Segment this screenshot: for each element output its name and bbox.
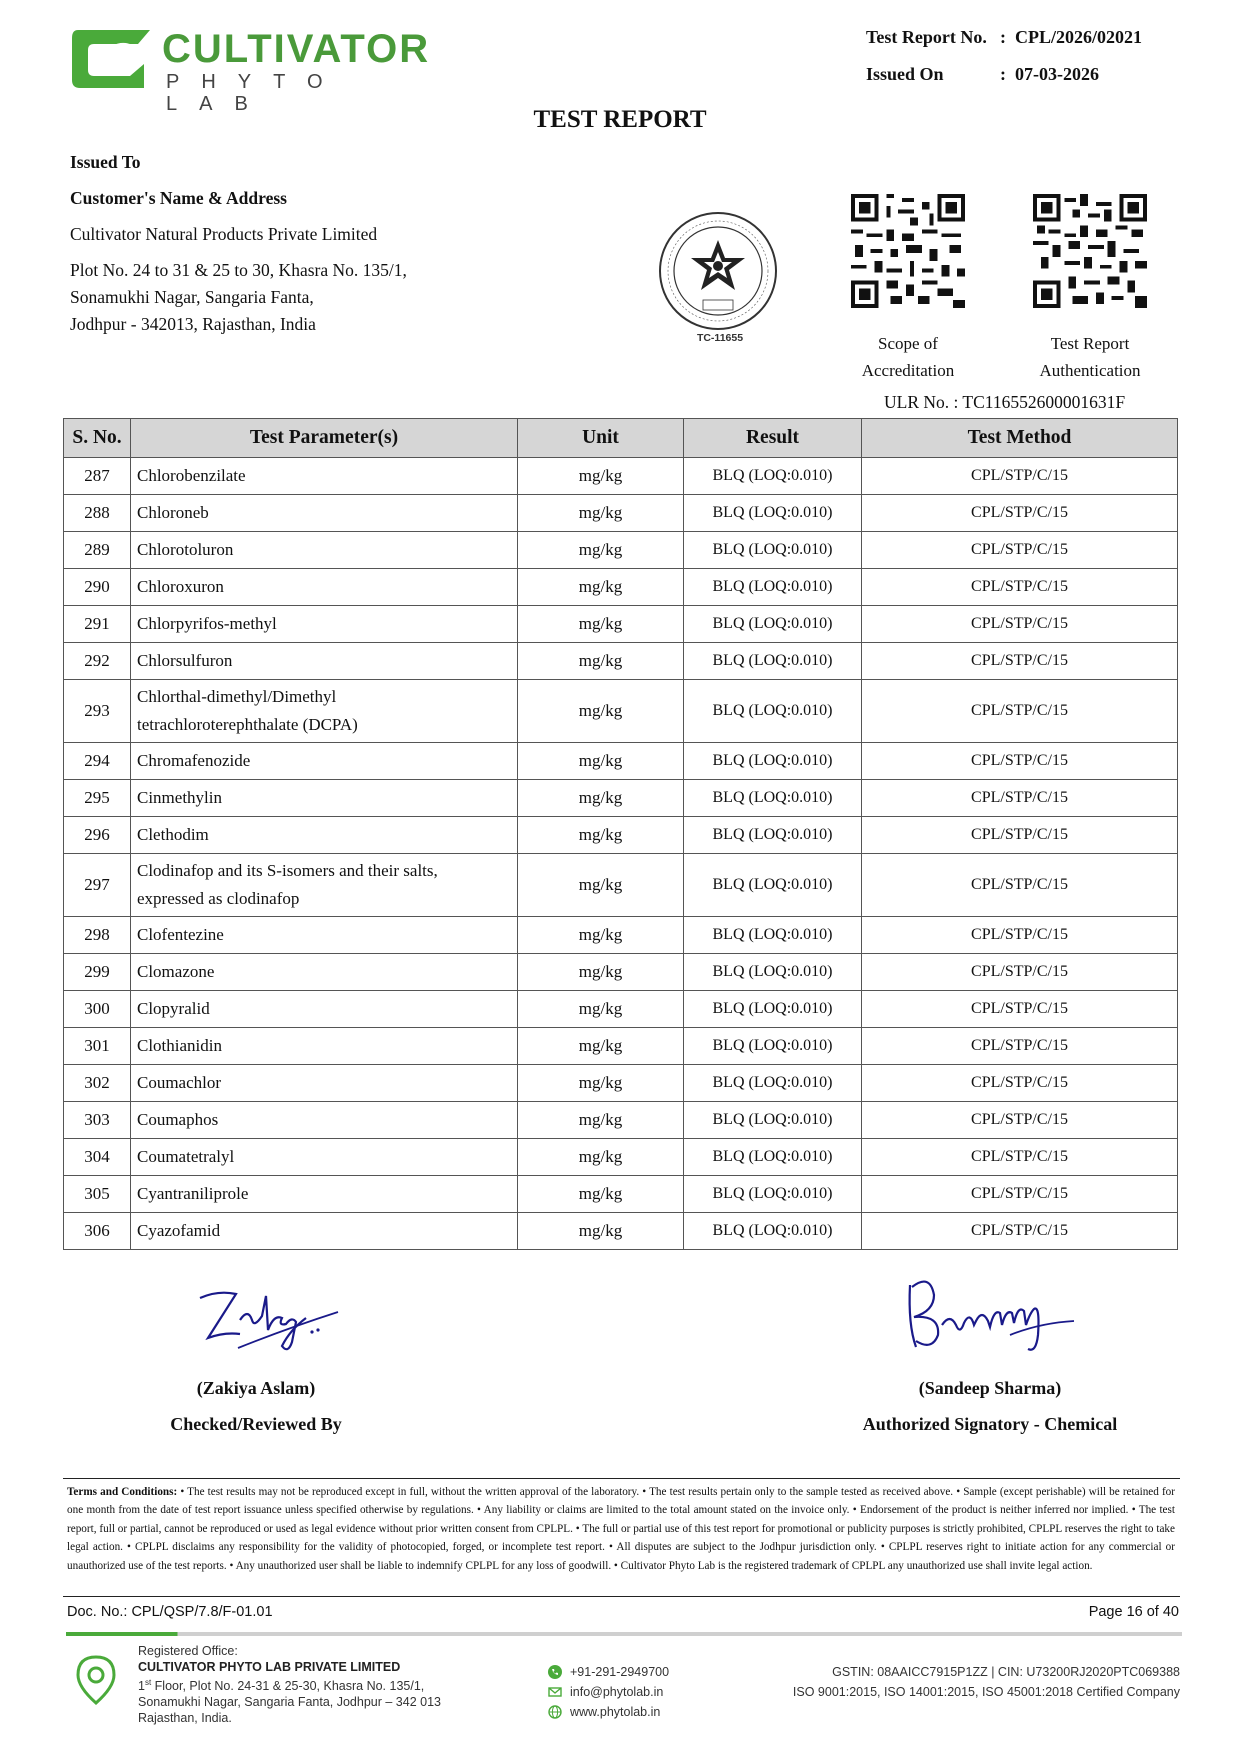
- report-number-label: Test Report No.: [866, 27, 987, 47]
- table-row: [64, 1213, 1178, 1250]
- cell-unit: mg/kg: [518, 532, 684, 569]
- phone-number: +91-291-2949700: [570, 1665, 670, 1679]
- qr-scope-caption-line-2: Accreditation: [861, 361, 955, 380]
- parameter-line-2: expressed as clodinafop: [137, 889, 300, 908]
- customer-address-line-3: Jodhpur - 342013, Rajasthan, India: [70, 314, 316, 334]
- phone-row[interactable]: [548, 1662, 669, 1682]
- table-row: [64, 991, 1178, 1028]
- report-number-value: CPL/2026/02021: [1015, 27, 1143, 47]
- cell-sno: 291: [64, 606, 131, 643]
- cell-sno: 287: [64, 458, 131, 495]
- cell-parameter: Chloroxuron: [131, 569, 518, 606]
- cell-result: BLQ (LOQ:0.010): [684, 1065, 862, 1102]
- table-row: [64, 495, 1178, 532]
- terms-label: Terms and Conditions:: [67, 1486, 178, 1498]
- page-title: TEST REPORT: [533, 106, 707, 133]
- table-row: [64, 606, 1178, 643]
- logo-name: CULTIVATOR: [162, 27, 431, 71]
- cell-parameter: Clopyralid: [131, 991, 518, 1028]
- qr-scope-caption: [818, 330, 998, 384]
- table-row: [64, 1065, 1178, 1102]
- customer-address-line-2: Sonamukhi Nagar, Sangaria Fanta,: [70, 287, 314, 307]
- checker-role: Checked/Reviewed By: [170, 1414, 342, 1434]
- cell-parameter: [131, 854, 518, 917]
- cell-sno: 295: [64, 780, 131, 817]
- terms-bottom-rule: [63, 1596, 1180, 1597]
- cell-unit: mg/kg: [518, 1065, 684, 1102]
- cell-unit: mg/kg: [518, 780, 684, 817]
- table-row: [64, 780, 1178, 817]
- signatory-role: Authorized Signatory - Chemical: [862, 1414, 1118, 1434]
- contact-info: [548, 1662, 669, 1722]
- cell-result: BLQ (LOQ:0.010): [684, 780, 862, 817]
- cell-parameter: Coumachlor: [131, 1065, 518, 1102]
- cell-unit: mg/kg: [518, 1176, 684, 1213]
- cell-method: CPL/STP/C/15: [862, 817, 1178, 854]
- cell-result: BLQ (LOQ:0.010): [684, 1176, 862, 1213]
- globe-icon: [548, 1705, 562, 1719]
- document-number: Doc. No.: CPL/QSP/7.8/F-01.01: [67, 1604, 273, 1620]
- cell-unit: mg/kg: [518, 854, 684, 917]
- signature-sandeep: [890, 1265, 1090, 1357]
- report-number-colon: :: [1000, 27, 1006, 47]
- table-row: [64, 643, 1178, 680]
- cell-result: BLQ (LOQ:0.010): [684, 1102, 862, 1139]
- table-row: [64, 1102, 1178, 1139]
- cell-sno: 296: [64, 817, 131, 854]
- cell-parameter: Coumaphos: [131, 1102, 518, 1139]
- table-header-row: [64, 419, 1178, 458]
- customer-heading: Customer's Name & Address: [70, 188, 287, 208]
- cell-parameter: Clethodim: [131, 817, 518, 854]
- table-row: [64, 1176, 1178, 1213]
- email-icon: [548, 1685, 562, 1699]
- cell-method: CPL/STP/C/15: [862, 917, 1178, 954]
- cell-result: BLQ (LOQ:0.010): [684, 854, 862, 917]
- cell-method: CPL/STP/C/15: [862, 743, 1178, 780]
- cell-unit: mg/kg: [518, 569, 684, 606]
- cell-method: CPL/STP/C/15: [862, 606, 1178, 643]
- qr-auth-caption-line-1: Test Report: [1050, 334, 1130, 353]
- signature-zakiya: [178, 1268, 378, 1360]
- cell-result: BLQ (LOQ:0.010): [684, 743, 862, 780]
- cell-method: CPL/STP/C/15: [862, 1139, 1178, 1176]
- cell-parameter: Chlorotoluron: [131, 532, 518, 569]
- parameter-line-1: Chlorthal-dimethyl/Dimethyl: [137, 687, 337, 706]
- cell-result: BLQ (LOQ:0.010): [684, 532, 862, 569]
- table-row: [64, 1028, 1178, 1065]
- cell-sno: 304: [64, 1139, 131, 1176]
- accreditation-seal-icon: [655, 208, 781, 334]
- cell-result: BLQ (LOQ:0.010): [684, 817, 862, 854]
- authentication-qr-code-icon[interactable]: [1033, 194, 1147, 308]
- cell-result: BLQ (LOQ:0.010): [684, 991, 862, 1028]
- cell-parameter: Clomazone: [131, 954, 518, 991]
- cell-unit: mg/kg: [518, 643, 684, 680]
- cell-sno: 299: [64, 954, 131, 991]
- cell-result: BLQ (LOQ:0.010): [684, 954, 862, 991]
- cell-sno: 293: [64, 680, 131, 743]
- cell-method: CPL/STP/C/15: [862, 954, 1178, 991]
- cell-unit: mg/kg: [518, 680, 684, 743]
- cell-method: CPL/STP/C/15: [862, 569, 1178, 606]
- office-address-line-1: 1st Floor, Plot No. 24-31 & 25-30, Khasra No. 135/1,: [138, 1678, 425, 1694]
- cell-unit: mg/kg: [518, 495, 684, 532]
- cell-result: BLQ (LOQ:0.010): [684, 1213, 862, 1250]
- issued-on-value: 07-03-2026: [1015, 64, 1099, 84]
- header-sno: S. No.: [64, 419, 131, 458]
- table-row: [64, 917, 1178, 954]
- cell-unit: mg/kg: [518, 1102, 684, 1139]
- cell-unit: mg/kg: [518, 1028, 684, 1065]
- cell-parameter: Cyantraniliprole: [131, 1176, 518, 1213]
- cell-parameter: Chromafenozide: [131, 743, 518, 780]
- cell-result: BLQ (LOQ:0.010): [684, 1139, 862, 1176]
- table-row: [64, 954, 1178, 991]
- header-method: Test Method: [862, 419, 1178, 458]
- cell-sno: 305: [64, 1176, 131, 1213]
- table-row: [64, 1139, 1178, 1176]
- cell-sno: 298: [64, 917, 131, 954]
- cell-parameter: Chlorpyrifos-methyl: [131, 606, 518, 643]
- cell-unit: mg/kg: [518, 606, 684, 643]
- table-row: [64, 680, 1178, 743]
- cell-unit: mg/kg: [518, 954, 684, 991]
- ulr-number: ULR No. : TC116552600001631F: [884, 392, 1126, 412]
- cell-result: BLQ (LOQ:0.010): [684, 606, 862, 643]
- cell-sno: 294: [64, 743, 131, 780]
- cell-unit: mg/kg: [518, 458, 684, 495]
- cell-parameter: Clofentezine: [131, 917, 518, 954]
- results-table: [63, 418, 1178, 1250]
- qr-auth-caption: [1000, 330, 1180, 384]
- cell-sno: 292: [64, 643, 131, 680]
- cell-result: BLQ (LOQ:0.010): [684, 495, 862, 532]
- cell-unit: mg/kg: [518, 743, 684, 780]
- page-number: Page 16 of 40: [1088, 1604, 1179, 1620]
- cell-unit: mg/kg: [518, 991, 684, 1028]
- cell-sno: 288: [64, 495, 131, 532]
- website-row[interactable]: [548, 1702, 669, 1722]
- cell-result: BLQ (LOQ:0.010): [684, 569, 862, 606]
- cell-method: CPL/STP/C/15: [862, 991, 1178, 1028]
- cell-sno: 306: [64, 1213, 131, 1250]
- cell-result: BLQ (LOQ:0.010): [684, 458, 862, 495]
- cell-method: CPL/STP/C/15: [862, 1102, 1178, 1139]
- cell-method: CPL/STP/C/15: [862, 780, 1178, 817]
- cell-parameter: Cyazofamid: [131, 1213, 518, 1250]
- table-row: [64, 817, 1178, 854]
- email-row[interactable]: [548, 1682, 669, 1702]
- qr-auth-caption-line-2: Authentication: [1039, 361, 1141, 380]
- parameter-line-1: Clodinafop and its S-isomers and their salts,: [137, 861, 438, 880]
- seal-code: TC-11655: [696, 332, 744, 344]
- table-row: [64, 458, 1178, 495]
- office-address-line-2: Sonamukhi Nagar, Sangaria Fanta, Jodhpur – 342 013: [138, 1695, 441, 1710]
- website-url: www.phytolab.in: [570, 1705, 661, 1719]
- cell-method: CPL/STP/C/15: [862, 532, 1178, 569]
- signatory-name: (Sandeep Sharma): [918, 1378, 1062, 1398]
- terms-text: • The test results may not be reproduced except in full, without the written approval of the laboratory. • The test results pertain only to the sample tested as received above. • Sample (except perishable) will be retained for one month from the date of test report issuance unless specified otherwise by regulations. • Any liability or claims are limited to the total amount stated on the invoice only. • Endorsement of the product is neither inferred nor implied. • The test report, full or partial, cannot be reproduced or used as legal evidence without prior written consent from CPLPL. • The full or partial use of this test report for promotional or publicity purposes is strictly prohibited, CPLPL reserves the right to take legal action. • CPLPL disclaims any responsibility for the validity of photocopied, forged, or incomplete test report. • All disputes are subject to the Jodhpur jurisdiction only. • CPLPL reserves right to initiate action for any commercial or unauthorized use of the test reports. • Any unauthorized user shall be liable to indemnify CPLPL for any loss of goodwill. • Cultivator Phyto Lab is the registered trademark of CPLPL any unauthorized use shall invite legal action.: [67, 1486, 1175, 1572]
- issued-on-colon: :: [1000, 64, 1006, 84]
- cell-method: CPL/STP/C/15: [862, 1176, 1178, 1213]
- cell-parameter: Coumatetralyl: [131, 1139, 518, 1176]
- cell-sno: 302: [64, 1065, 131, 1102]
- table-row: [64, 532, 1178, 569]
- logo-subtitle: PHYTO LAB: [166, 71, 345, 115]
- gstin-cin: GSTIN: 08AAICC7915P1ZZ | CIN: U73200RJ2020PTC069388: [832, 1665, 1180, 1679]
- cell-method: CPL/STP/C/15: [862, 854, 1178, 917]
- cell-method: CPL/STP/C/15: [862, 458, 1178, 495]
- cell-parameter: Cinmethylin: [131, 780, 518, 817]
- cell-parameter: Chlorobenzilate: [131, 458, 518, 495]
- cell-result: BLQ (LOQ:0.010): [684, 1028, 862, 1065]
- cell-method: CPL/STP/C/15: [862, 643, 1178, 680]
- issued-to-label: Issued To: [70, 152, 141, 172]
- header-parameter: Test Parameter(s): [131, 419, 518, 458]
- cell-method: CPL/STP/C/15: [862, 1213, 1178, 1250]
- cell-sno: 301: [64, 1028, 131, 1065]
- registration-info: [732, 1662, 1180, 1702]
- office-label: Registered Office:: [138, 1644, 238, 1658]
- cell-result: BLQ (LOQ:0.010): [684, 643, 862, 680]
- cell-sno: 300: [64, 991, 131, 1028]
- terms-top-rule: [63, 1478, 1180, 1479]
- cell-method: CPL/STP/C/15: [862, 1028, 1178, 1065]
- scope-qr-code-icon[interactable]: [851, 194, 965, 308]
- checker-name: (Zakiya Aslam): [196, 1378, 316, 1398]
- table-row: [64, 743, 1178, 780]
- cell-result: BLQ (LOQ:0.010): [684, 680, 862, 743]
- office-company: CULTIVATOR PHYTO LAB PRIVATE LIMITED: [138, 1660, 401, 1674]
- cell-unit: mg/kg: [518, 817, 684, 854]
- cell-parameter: Chlorsulfuron: [131, 643, 518, 680]
- cell-sno: 303: [64, 1102, 131, 1139]
- footer-bar: [66, 1632, 1182, 1636]
- table-row: [64, 569, 1178, 606]
- cell-unit: mg/kg: [518, 917, 684, 954]
- customer-address-line-1: Plot No. 24 to 31 & 25 to 30, Khasra No. 135/1,: [70, 260, 407, 280]
- leaf-logo-icon: [70, 26, 154, 92]
- qr-scope-caption-line-1: Scope of: [878, 334, 938, 353]
- cell-sno: 290: [64, 569, 131, 606]
- cell-result: BLQ (LOQ:0.010): [684, 917, 862, 954]
- customer-name: Cultivator Natural Products Private Limited: [70, 224, 378, 244]
- cell-method: CPL/STP/C/15: [862, 1065, 1178, 1102]
- cell-sno: 289: [64, 532, 131, 569]
- parameter-line-2: tetrachloroterephthalate (DCPA): [137, 715, 358, 734]
- table-row: [64, 854, 1178, 917]
- terms-and-conditions: [67, 1483, 1175, 1575]
- phone-icon: [548, 1665, 562, 1679]
- company-logo: [70, 26, 431, 115]
- registered-office: [138, 1643, 441, 1726]
- cell-unit: mg/kg: [518, 1139, 684, 1176]
- cell-parameter: Clothianidin: [131, 1028, 518, 1065]
- header-unit: Unit: [518, 419, 684, 458]
- cell-sno: 297: [64, 854, 131, 917]
- cell-method: CPL/STP/C/15: [862, 680, 1178, 743]
- issued-on-label: Issued On: [866, 64, 944, 84]
- cell-parameter: Chloroneb: [131, 495, 518, 532]
- cell-method: CPL/STP/C/15: [862, 495, 1178, 532]
- iso-certifications: ISO 9001:2015, ISO 14001:2015, ISO 45001:2018 Certified Company: [792, 1685, 1180, 1699]
- office-address-line-3: Rajasthan, India.: [138, 1711, 232, 1726]
- cell-parameter: [131, 680, 518, 743]
- location-pin-icon: [74, 1655, 118, 1705]
- header-result: Result: [684, 419, 862, 458]
- cell-unit: mg/kg: [518, 1213, 684, 1250]
- email-address: info@phytolab.in: [570, 1685, 664, 1699]
- table-body: [64, 458, 1178, 1250]
